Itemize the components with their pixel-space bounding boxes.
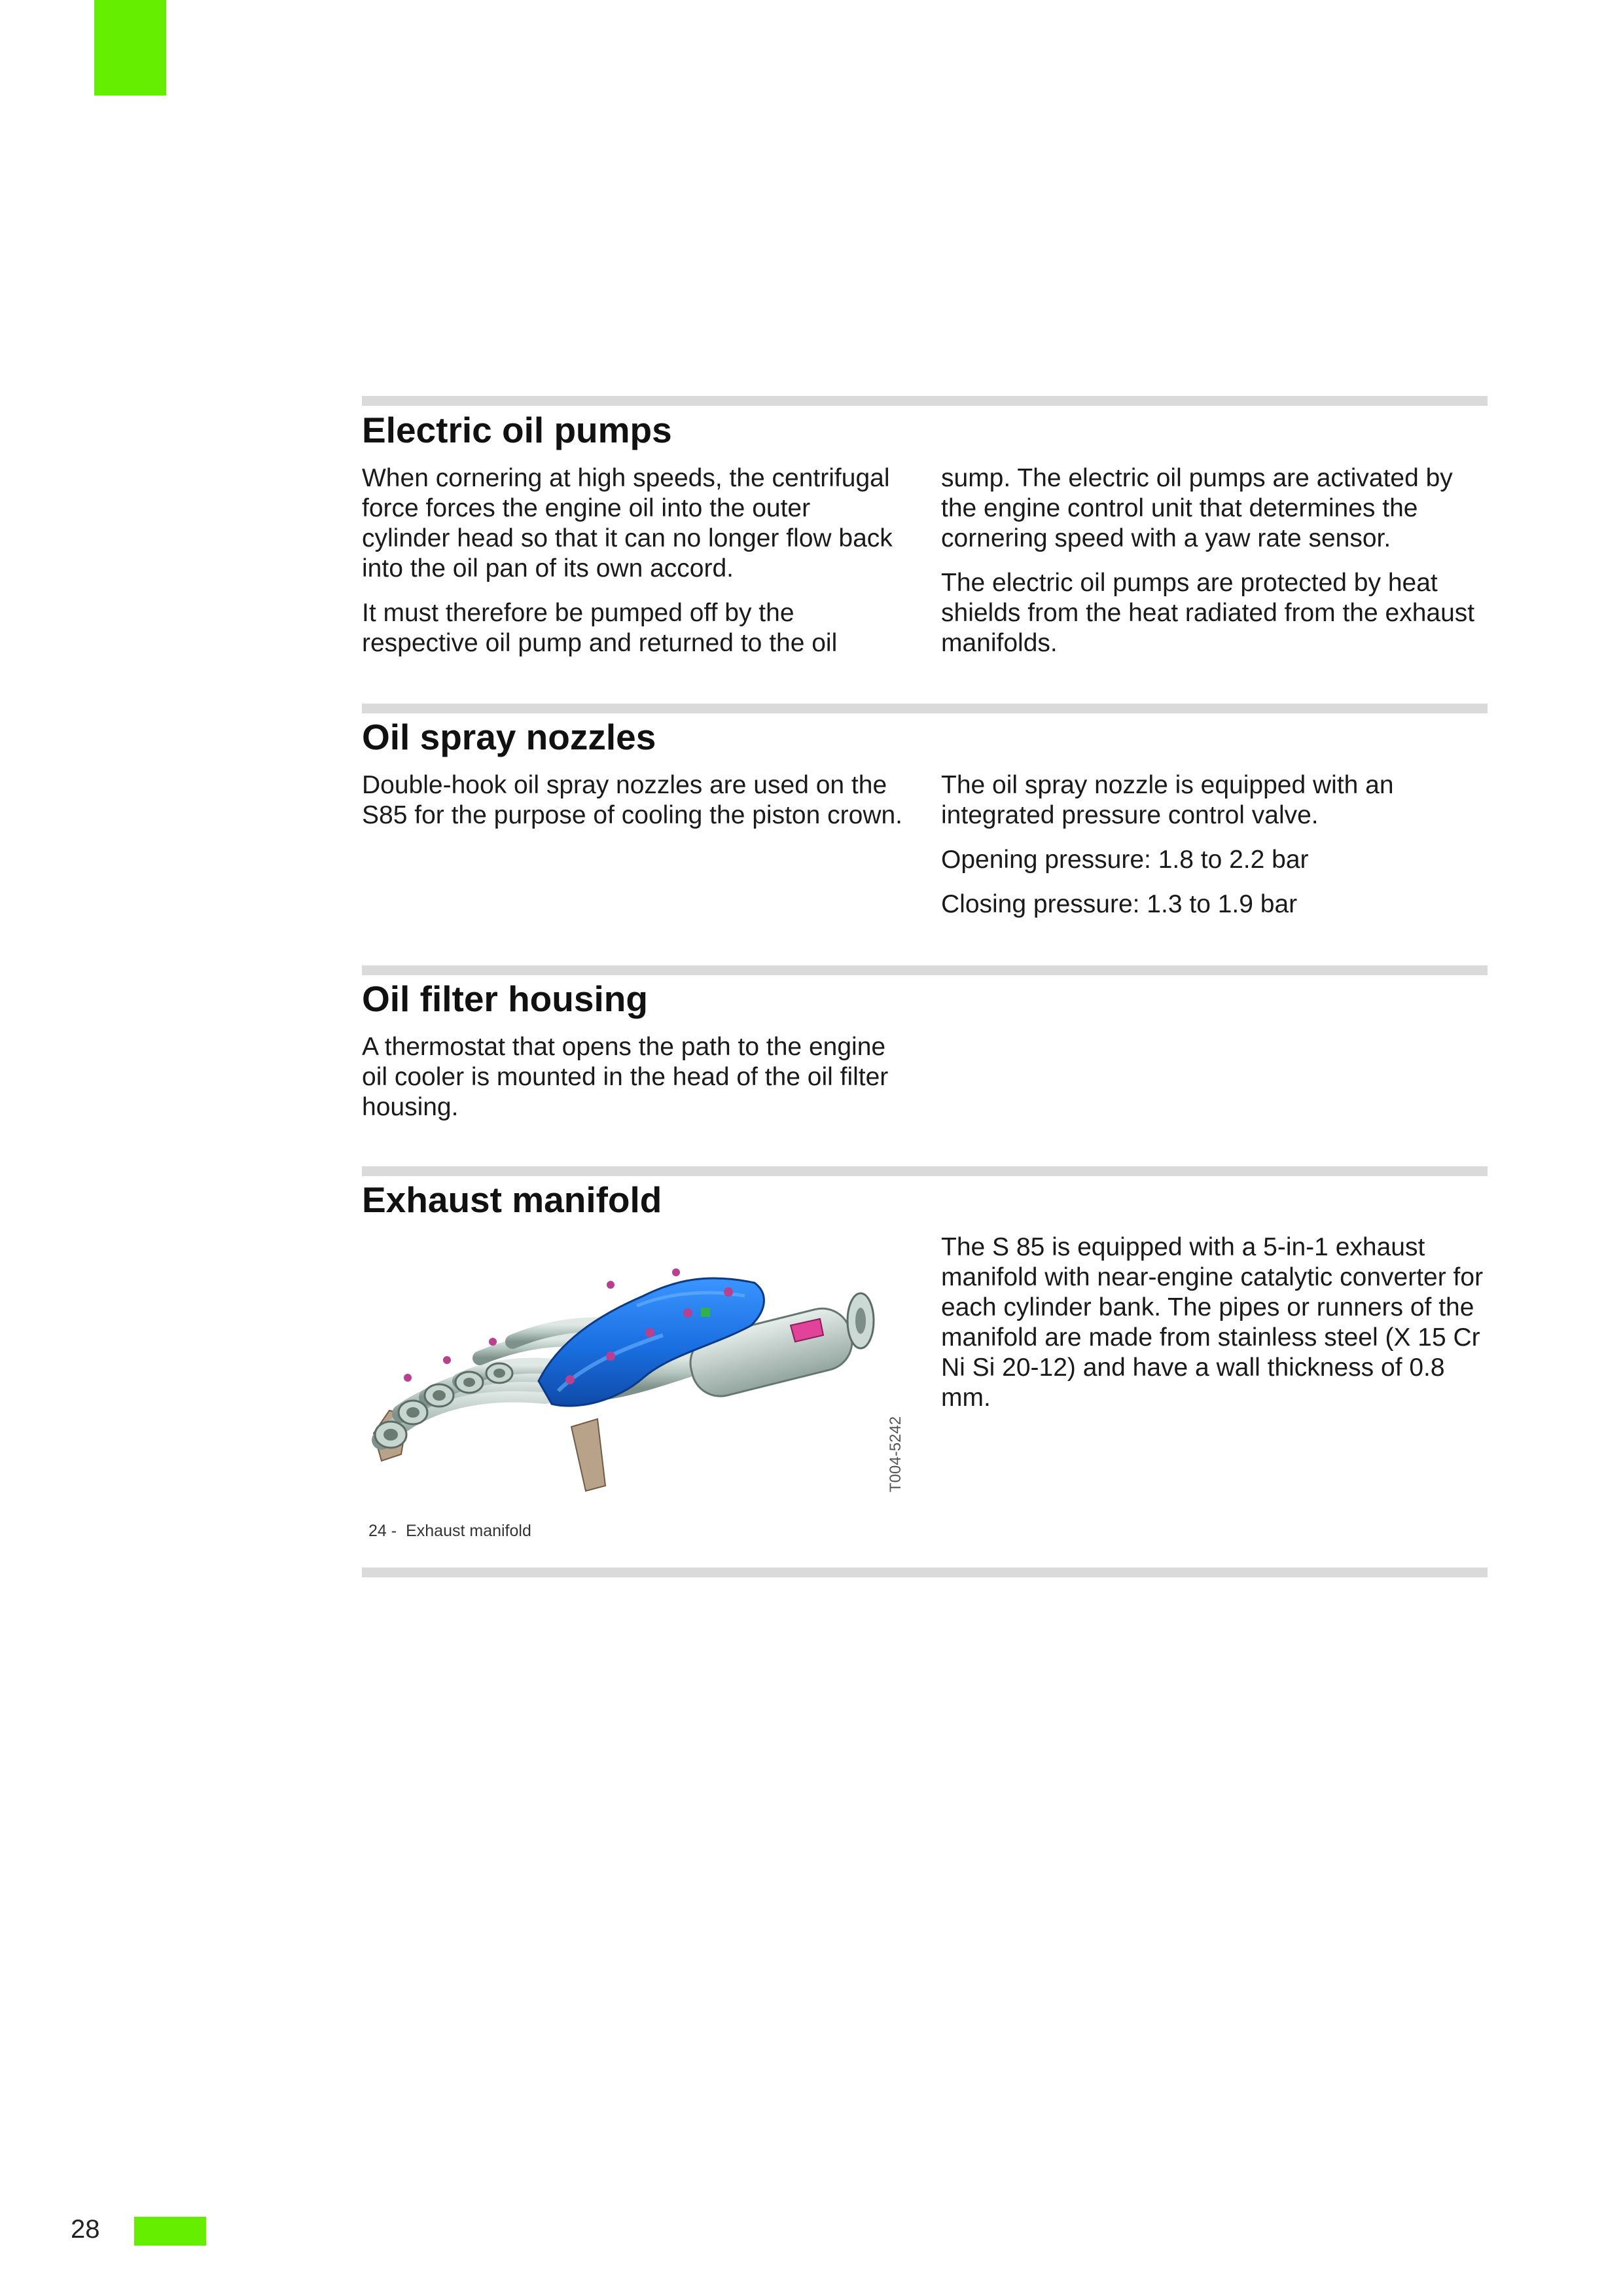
oil-spray-nozzles-left-column (362, 770, 905, 845)
chapter-tab-bottom (134, 2217, 206, 2246)
exhaust-manifold-illustration (362, 1244, 912, 1518)
page-number: 28 (71, 2215, 100, 2244)
figure-caption-text: Exhaust manifold (406, 1522, 531, 1540)
section-divider (362, 1166, 1488, 1176)
section-divider (362, 704, 1488, 713)
oil-filter-housing-left-column (362, 1032, 905, 1137)
section-divider (362, 965, 1488, 975)
section-title-oil-spray-nozzles: Oil spray nozzles (362, 717, 656, 757)
opening-pressure: Opening pressure: 1.8 to 2.2 bar (941, 846, 1309, 874)
exhaust-manifold-right-column (941, 1232, 1484, 1427)
section-divider (362, 396, 1488, 406)
paragraph: Double-hook oil spray nozzles are used on the S85 for the purpose of cooling the piston crown. (362, 771, 903, 829)
closing-pressure: Closing pressure: 1.3 to 1.9 bar (941, 890, 1298, 918)
paragraph: A thermostat that opens the path to the engine oil cooler is mounted in the head of the oil filter housing. (362, 1033, 889, 1121)
paragraph: It must therefore be pumped off by the respective oil pump and returned to the oil (362, 599, 838, 657)
paragraph: When cornering at high speeds, the centrifugal force forces the engine oil into the outer cylinder head so that it can no longer flow back into the oil pan of its own accord. (362, 464, 893, 583)
electric-oil-pumps-left-column (362, 463, 905, 673)
figure-caption (368, 1522, 531, 1541)
paragraph: The oil spray nozzle is equipped with an integrated pressure control valve. (941, 771, 1394, 829)
paragraph: The S 85 is equipped with a 5-in-1 exhaust manifold with near-engine catalytic converter for each cylinder bank. The pipes or runners of the manifold are made from stainless steel (X 15 Cr Ni Si 20-12) and have a wall thickness of 0.8 mm. (941, 1233, 1484, 1412)
figure-caption-number: 24 - (368, 1522, 397, 1540)
oil-spray-nozzles-right-column (941, 770, 1484, 934)
section-title-exhaust-manifold: Exhaust manifold (362, 1179, 662, 1220)
paragraph: The electric oil pumps are protected by heat shields from the heat radiated from the exhaust manifolds. (941, 569, 1475, 657)
chapter-tab-top (94, 0, 166, 96)
section-title-electric-oil-pumps: Electric oil pumps (362, 410, 672, 450)
paragraph: sump. The electric oil pumps are activated by the engine control unit that determines the cornering speed with a yaw rate sensor. (941, 464, 1453, 552)
figure-code: T004-5242 (887, 1416, 904, 1492)
section-title-oil-filter-housing: Oil filter housing (362, 978, 648, 1019)
exhaust-manifold-figure (362, 1244, 912, 1518)
electric-oil-pumps-right-column (941, 463, 1484, 673)
section-divider (362, 1568, 1488, 1577)
